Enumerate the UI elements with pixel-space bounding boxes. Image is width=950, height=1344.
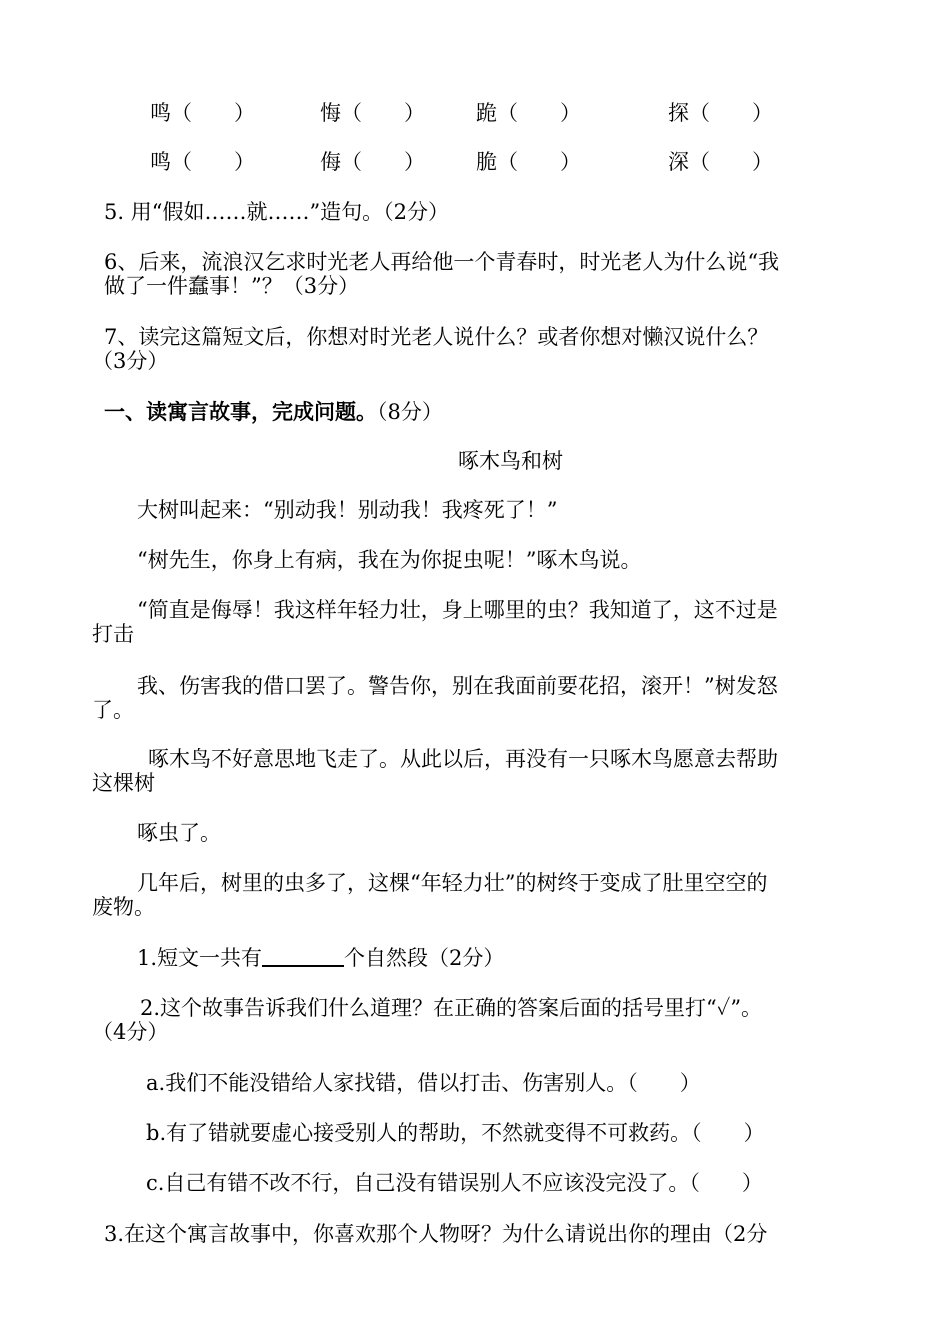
answer-blank[interactable] — [262, 947, 344, 967]
char-pair-1-1: 鸣（ ） — [150, 101, 255, 125]
question-7-line-2: （3分） — [92, 349, 169, 373]
char-pair-2-4: 深（ ） — [668, 150, 773, 174]
option-a: a.我们不能没错给人家找错，借以打击、伤害别人。（ ） — [146, 1071, 701, 1095]
sub-question-3: 3.在这个寓言故事中，你喜欢那个人物呀？为什么请说出你的理由（2分 — [104, 1222, 768, 1246]
section-score: （8分） — [377, 400, 443, 424]
char-pair-2-3: 脆（ ） — [476, 150, 581, 174]
sub-question-1-suffix: 个自然段（2分） — [344, 946, 505, 970]
sub-question-2-line-1: 2.这个故事告诉我们什么道理？在正确的答案后面的括号里打“✓”。 — [140, 996, 763, 1020]
story-paragraph-4-line-1: 我、伤害我的借口罢了。警告你，别在我面前要花招，滚开！”树发怒 — [137, 674, 778, 698]
char-pair-1-4: 探（ ） — [668, 101, 773, 125]
option-c: c.自己有错不改不行，自己没有错误别人不应该没完没了。（ ） — [146, 1171, 763, 1195]
story-paragraph-7-line-1: 几年后，树里的虫多了，这棵“年轻力壮”的树终于变成了肚里空空的 — [137, 871, 768, 895]
section-title: 一、读寓言故事，完成问题。 — [104, 400, 377, 424]
question-6-line-1: 6、后来，流浪汉乞求时光老人再给他一个青春时，时光老人为什么说“我 — [104, 250, 780, 274]
question-5: 5. 用“假如……就……”造句。（2分） — [104, 200, 450, 224]
story-paragraph-3-line-2: 打击 — [92, 622, 134, 646]
option-b: b.有了错就要虚心接受别人的帮助，不然就变得不可救药。（ ） — [146, 1121, 765, 1145]
sub-question-2-line-2: （4分） — [92, 1020, 169, 1044]
char-pair-1-3: 跪（ ） — [476, 101, 581, 125]
question-7-line-1: 7、读完这篇短文后，你想对时光老人说什么？或者你想对懒汉说什么？ — [104, 325, 769, 349]
sub-question-1-prefix: 1.短文一共有 — [137, 946, 263, 970]
story-paragraph-2: “树先生，你身上有病，我在为你捉虫呢！”啄木鸟说。 — [137, 548, 642, 572]
story-paragraph-5-line-2: 这棵树 — [92, 771, 155, 795]
story-paragraph-6: 啄虫了。 — [137, 821, 221, 845]
sub-question-1 — [137, 946, 504, 970]
story-paragraph-1: 大树叫起来：“别动我！别动我！我疼死了！” — [137, 498, 558, 522]
story-paragraph-3-line-1: “简直是侮辱！我这样年轻力壮，身上哪里的虫？我知道了，这不过是 — [137, 598, 778, 622]
question-6-line-2: 做了一件蠢事！”？（3分） — [104, 274, 360, 298]
char-pair-2-1: 鸣（ ） — [150, 150, 255, 174]
char-pair-2-2: 侮（ ） — [320, 150, 425, 174]
section-heading — [104, 400, 443, 424]
story-paragraph-7-line-2: 废物。 — [92, 895, 155, 919]
story-title: 啄木鸟和树 — [458, 449, 563, 473]
story-paragraph-5-line-1: 啄木鸟不好意思地飞走了。从此以后，再没有一只啄木鸟愿意去帮助 — [148, 747, 778, 771]
story-paragraph-4-line-2: 了。 — [92, 698, 134, 722]
char-pair-1-2: 悔（ ） — [320, 101, 425, 125]
